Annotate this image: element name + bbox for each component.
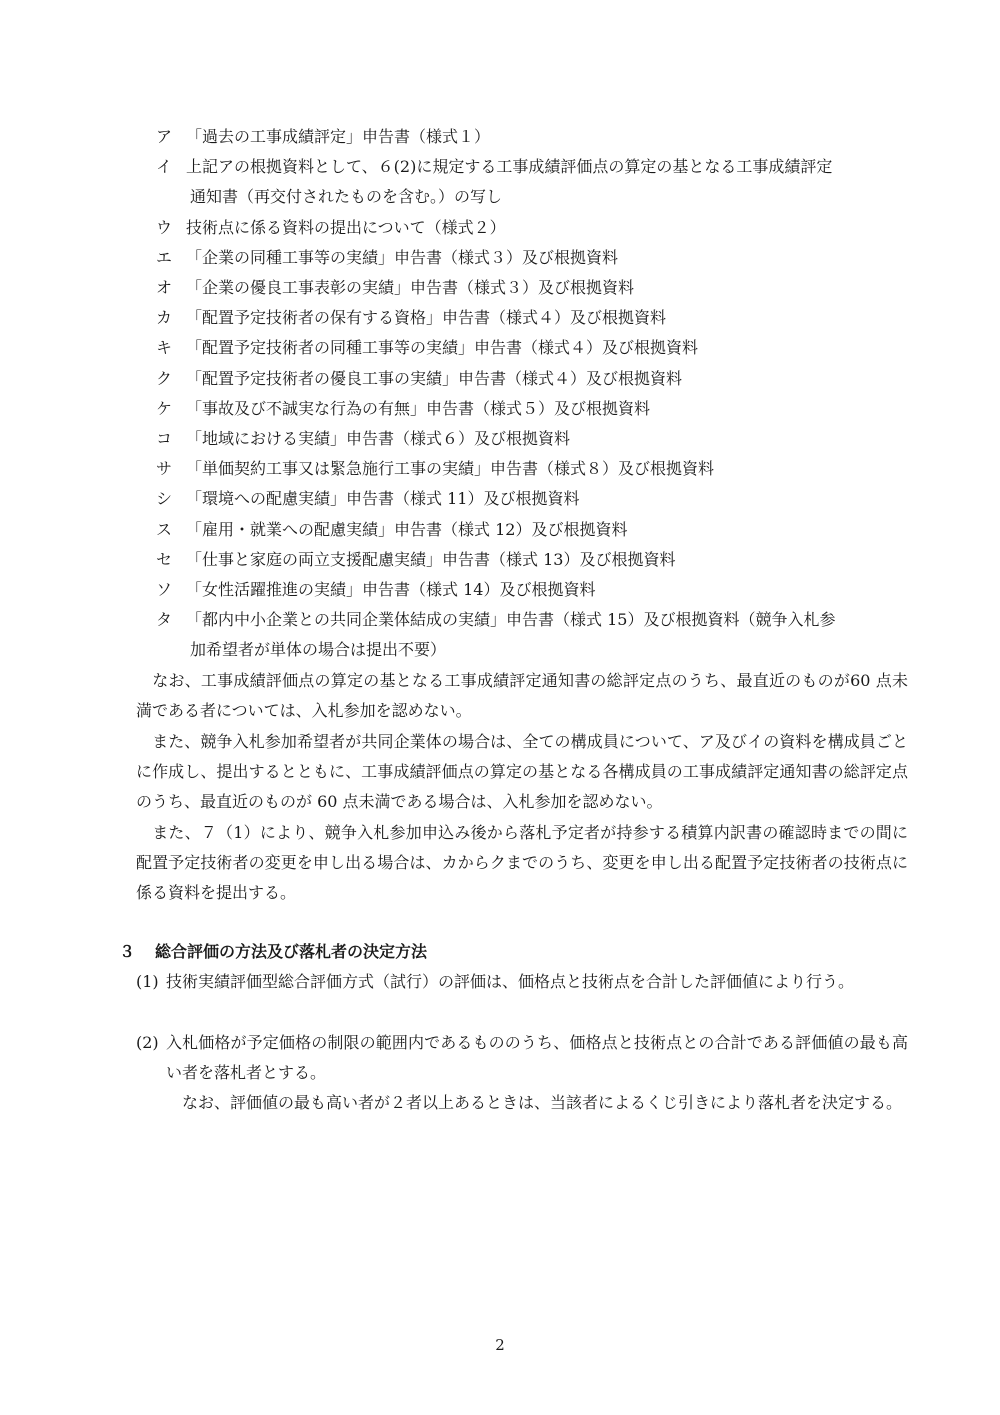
list-item <box>156 364 916 394</box>
item-text: 「配置予定技術者の同種工事等の実績」申告書（様式４）及び根拠資料 <box>186 338 699 358</box>
item-marker: ア <box>156 127 173 146</box>
item-text: 「地域における実績」申告書（様式６）及び根拠資料 <box>186 429 571 449</box>
section-number: ３ <box>119 942 136 961</box>
item-marker: キ <box>156 338 173 358</box>
submission-list <box>156 122 916 666</box>
subsection-text: 技術実績評価型総合評価方式（試行）の評価は、価格点と技術点を合計した評価値により行う。 <box>166 972 855 991</box>
list-item <box>156 152 916 212</box>
item-text: 「配置予定技術者の保有する資格」申告書（様式４）及び根拠資料 <box>186 308 667 328</box>
subsection-2 <box>136 1028 908 1118</box>
list-item <box>156 605 916 665</box>
list-item <box>156 484 916 514</box>
item-marker: ケ <box>156 398 173 418</box>
item-marker: ク <box>156 368 173 388</box>
subsection-number: (1) <box>136 972 159 991</box>
subsection-number: (2) <box>136 1033 159 1052</box>
note-paragraph: なお、工事成績評価点の算定の基となる工事成績評定通知書の総評定点のうち、最直近のものが60 点未満である者については、入札参加を認めない。 <box>136 671 908 721</box>
item-marker: ソ <box>156 580 173 600</box>
subsection-note: なお、評価値の最も高い者が２者以上あるときは、当該者によるくじ引きにより落札者を決定する。 <box>166 1093 903 1112</box>
page-number: 2 <box>495 1336 505 1354</box>
jv-paragraph: また、競争入札参加希望者が共同企業体の場合は、全ての構成員について、ア及びイの資料を構成員ごとに作成し、提出するとともに、工事成績評価点の算定の基となる各構成員の工事成績評定通知書の総評定点のうち、最直近のものが 60 点未満である場合は、入札参加を認めない。 <box>136 732 908 812</box>
change-paragraph: また、７（1）により、競争入札参加申込み後から落札予定者が持参する積算内訳書の確認時までの間に配置予定技術者の変更を申し出る場合は、カからクまでのうち、変更を申し出る配置予定技術者の技術点に係る資料を提出する。 <box>136 823 908 903</box>
item-text: 「配置予定技術者の優良工事の実績」申告書（様式４）及び根拠資料 <box>186 368 683 388</box>
list-item <box>156 545 916 575</box>
section-title: 総合評価の方法及び落札者の決定方法 <box>155 942 428 961</box>
list-item <box>156 122 916 152</box>
list-item <box>156 213 916 243</box>
item-text: 「都内中小企業との共同企業体結成の実績」申告書（様式 15）及び根拠資料（競争入札参 <box>186 610 836 630</box>
item-text: 「事故及び不誠実な行為の有無」申告書（様式５）及び根拠資料 <box>186 398 651 418</box>
item-text: 「雇用・就業への配慮実績」申告書（様式 12）及び根拠資料 <box>186 519 628 539</box>
list-item <box>156 333 916 363</box>
list-item <box>156 273 916 303</box>
list-item <box>156 424 916 454</box>
item-marker: シ <box>156 489 173 509</box>
item-text: 「単価契約工事又は緊急施行工事の実績」申告書（様式８）及び根拠資料 <box>186 459 715 479</box>
item-text: 技術点に係る資料の提出について（様式２） <box>186 217 506 237</box>
list-item <box>156 243 916 273</box>
list-item <box>156 303 916 333</box>
item-marker: ウ <box>156 217 173 237</box>
item-marker: セ <box>156 549 173 569</box>
item-marker: オ <box>156 278 173 298</box>
item-marker: イ <box>156 157 173 177</box>
list-item <box>156 394 916 424</box>
item-marker: タ <box>156 610 173 630</box>
list-item <box>156 454 916 484</box>
item-text: 「過去の工事成績評定」申告書（様式１） <box>186 127 491 146</box>
item-marker: サ <box>156 459 173 479</box>
item-text: 「環境への配慮実績」申告書（様式 11）及び根拠資料 <box>186 489 580 509</box>
item-text: 上記アの根拠資料として、６(2)に規定する工事成績評価点の算定の基となる工事成績評定 <box>186 157 833 177</box>
item-marker: エ <box>156 247 173 267</box>
section-heading <box>119 937 427 967</box>
item-marker: コ <box>156 429 173 449</box>
item-marker: ス <box>156 519 173 539</box>
item-text: 「仕事と家庭の両立支援配慮実績」申告書（様式 13）及び根拠資料 <box>186 549 676 569</box>
item-marker: カ <box>156 308 173 328</box>
item-text: 「企業の同種工事等の実績」申告書（様式３）及び根拠資料 <box>186 247 619 267</box>
list-item <box>156 515 916 545</box>
item-text: 「企業の優良工事表彰の実績」申告書（様式３）及び根拠資料 <box>186 278 635 298</box>
item-text-continued: 通知書（再交付されたものを含む。）の写し <box>190 187 503 207</box>
list-item <box>156 575 916 605</box>
subsection-1 <box>136 967 908 997</box>
subsection-text: 入札価格が予定価格の制限の範囲内であるもののうち、価格点と技術点との合計である評価値の最も高い者を落札者とする。 <box>166 1033 908 1082</box>
item-text-continued: 加希望者が単体の場合は提出不要） <box>190 640 447 660</box>
item-text: 「女性活躍推進の実績」申告書（様式 14）及び根拠資料 <box>186 580 596 600</box>
